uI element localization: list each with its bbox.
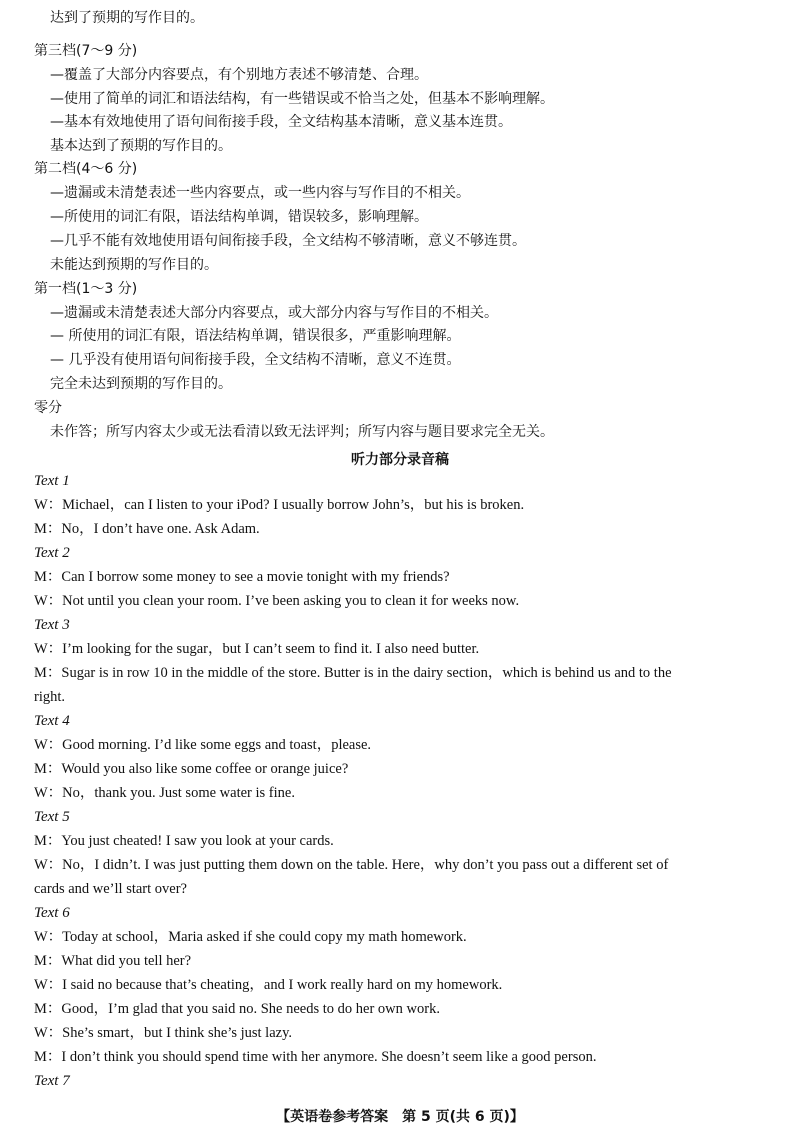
rubric-line: —所使用的词汇有限，语法结构单调，错误较多，影响理解。 xyxy=(50,209,428,225)
transcript-title: 听力部分录音稿 xyxy=(351,452,449,468)
rubric-line: 基本达到了预期的写作目的。 xyxy=(50,138,232,154)
dialogue-line: M：Sugar is in row 10 in the middle of the store. Butter is in the dairy section，which is behind us and to the xyxy=(34,665,672,681)
dialogue-line: W：No，I didn’t. I was just putting them down on the table. Here，why don’t you pass out a different set of xyxy=(34,857,669,873)
dialogue-line: W：Not until you clean your room. I’ve been asking you to clean it for weeks now. xyxy=(34,593,520,609)
band-1-heading: 第一档(1～3 分) xyxy=(34,281,138,297)
dialogue-line: W：Today at school，Maria asked if she could copy my math homework. xyxy=(34,929,467,945)
rubric-line: 未能达到预期的写作目的。 xyxy=(50,257,218,273)
text-label: Text 7 xyxy=(34,1073,70,1089)
dialogue-line-continued: right. xyxy=(34,689,66,705)
dialogue-line: W：She’s smart，but I think she’s just lazy. xyxy=(34,1025,293,1041)
rubric-line: —遗漏或未清楚表述大部分内容要点，或大部分内容与写作目的不相关。 xyxy=(50,305,498,321)
dialogue-line: W：I said no because that’s cheating，and I work really hard on my homework. xyxy=(34,977,503,993)
dialogue-line: W：I’m looking for the sugar，but I can’t seem to find it. I also need butter. xyxy=(34,641,480,657)
dialogue-line: W：No，thank you. Just some water is fine. xyxy=(34,785,295,801)
rubric-line: —几乎不能有效地使用语句间衔接手段，全文结构不够清晰，意义不够连贯。 xyxy=(50,233,526,249)
dialogue-line: M：Can I borrow some money to see a movie tonight with my friends? xyxy=(34,569,450,585)
rubric-line: 达到了预期的写作目的。 xyxy=(50,10,204,26)
text-label: Text 4 xyxy=(34,713,70,729)
rubric-line: —遗漏或未清楚表述一些内容要点，或一些内容与写作目的不相关。 xyxy=(50,185,470,201)
text-label: Text 6 xyxy=(34,905,70,921)
dialogue-line-continued: cards and we’ll start over? xyxy=(34,881,187,897)
rubric-line: — 几乎没有使用语句间衔接手段，全文结构不清晰，意义不连贯。 xyxy=(50,352,461,368)
dialogue-line: M：What did you tell her? xyxy=(34,953,192,969)
dialogue-line: M：Good，I’m glad that you said no. She needs to do her own work. xyxy=(34,1001,440,1017)
dialogue-line: M：You just cheated! I saw you look at your cards. xyxy=(34,833,334,849)
rubric-line: — 所使用的词汇有限，语法结构单调，错误很多，严重影响理解。 xyxy=(50,328,461,344)
dialogue-line: W：Good morning. I’d like some eggs and toast，please. xyxy=(34,737,372,753)
text-label: Text 5 xyxy=(34,809,70,825)
text-label: Text 2 xyxy=(34,545,70,561)
rubric-line: 未作答；所写内容太少或无法看清以致无法评判；所写内容与题目要求完全无关。 xyxy=(50,424,554,440)
text-label: Text 3 xyxy=(34,617,70,633)
band-2-heading: 第二档(4～6 分) xyxy=(34,161,138,177)
dialogue-line: M：No，I don’t have one. Ask Adam. xyxy=(34,521,260,537)
dialogue-line: W：Michael，can I listen to your iPod? I usually borrow John’s，but his is broken. xyxy=(34,497,525,513)
rubric-line: 完全未达到预期的写作目的。 xyxy=(50,376,232,392)
rubric-line: —使用了简单的词汇和语法结构，有一些错误或不恰当之处，但基本不影响理解。 xyxy=(50,91,554,107)
text-label: Text 1 xyxy=(34,473,70,489)
rubric-line: —覆盖了大部分内容要点，有个别地方表述不够清楚、合理。 xyxy=(50,67,428,83)
band-3-heading: 第三档(7～9 分) xyxy=(34,43,138,59)
dialogue-line: M：Would you also like some coffee or orange juice? xyxy=(34,761,349,777)
rubric-line: —基本有效地使用了语句间衔接手段，全文结构基本清晰，意义基本连贯。 xyxy=(50,114,512,130)
dialogue-line: M：I don’t think you should spend time with her anymore. She doesn’t seem like a good person. xyxy=(34,1049,597,1065)
zero-heading: 零分 xyxy=(34,400,62,416)
page-footer: 【英语卷参考答案 第 5 页(共 6 页)】 xyxy=(276,1109,524,1125)
